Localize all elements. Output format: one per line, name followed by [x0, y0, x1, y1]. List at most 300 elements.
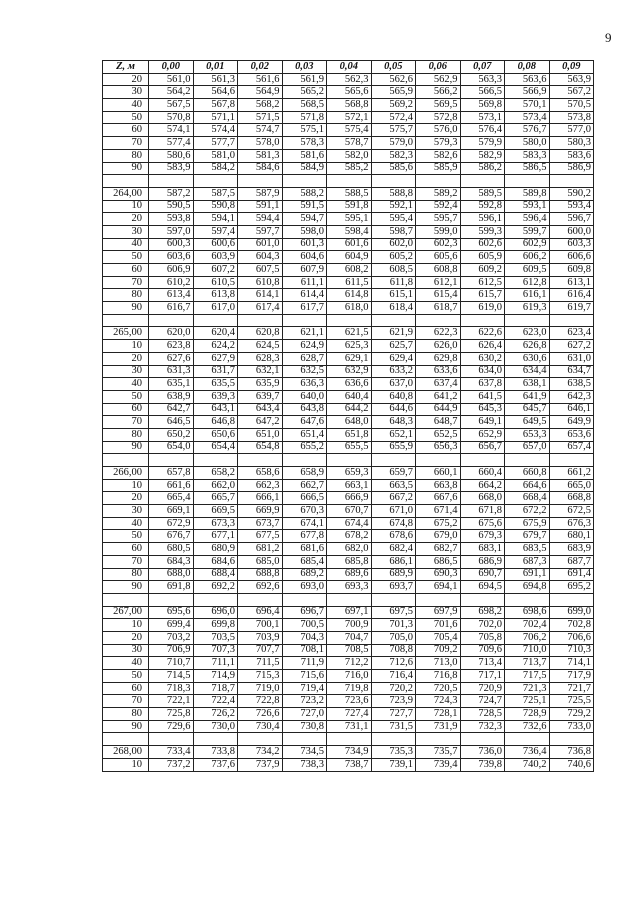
- value-cell: 570,1: [505, 99, 550, 112]
- value-cell: 596,4: [505, 213, 550, 226]
- value-cell: 609,8: [549, 264, 594, 277]
- value-cell: 645,7: [505, 403, 550, 416]
- empty-cell: [460, 175, 505, 188]
- z-value-cell: 90: [103, 720, 149, 733]
- value-cell: 720,2: [371, 682, 416, 695]
- value-cell: 674,4: [327, 517, 372, 530]
- value-cell: 658,6: [238, 467, 283, 480]
- table-row: [103, 695, 594, 708]
- value-cell: 610,5: [193, 276, 238, 289]
- value-cell: 694,8: [505, 581, 550, 594]
- value-cell: 657,0: [505, 441, 550, 454]
- value-cell: 568,5: [282, 99, 327, 112]
- value-cell: 616,4: [549, 289, 594, 302]
- value-cell: 731,1: [327, 720, 372, 733]
- value-cell: 672,2: [505, 505, 550, 518]
- value-cell: 566,5: [460, 86, 505, 99]
- value-cell: 739,8: [460, 758, 505, 771]
- table-row: [103, 441, 594, 454]
- table-header: [103, 61, 594, 74]
- value-cell: 597,7: [238, 225, 283, 238]
- value-cell: 590,2: [549, 187, 594, 200]
- value-cell: 728,5: [460, 708, 505, 721]
- value-cell: 706,6: [549, 631, 594, 644]
- value-cell: 602,0: [371, 238, 416, 251]
- value-cell: 675,9: [505, 517, 550, 530]
- value-cell: 597,0: [149, 225, 194, 238]
- value-cell: 688,0: [149, 568, 194, 581]
- empty-cell: [416, 175, 461, 188]
- value-cell: 570,5: [549, 99, 594, 112]
- value-cell: 606,6: [549, 251, 594, 264]
- value-cell: 619,0: [460, 302, 505, 315]
- value-cell: 740,6: [549, 758, 594, 771]
- empty-cell: [193, 454, 238, 467]
- value-cell: 633,6: [416, 365, 461, 378]
- value-cell: 626,0: [416, 340, 461, 353]
- value-cell: 682,7: [416, 543, 461, 556]
- z-value-cell: 20: [103, 352, 149, 365]
- value-cell: 593,8: [149, 213, 194, 226]
- value-cell: 638,1: [505, 378, 550, 391]
- empty-cell: [193, 593, 238, 606]
- table-row: [103, 251, 594, 264]
- value-cell: 639,7: [238, 390, 283, 403]
- value-cell: 611,1: [282, 276, 327, 289]
- table-row: [103, 352, 594, 365]
- empty-cell: [149, 454, 194, 467]
- value-cell: 711,5: [238, 657, 283, 670]
- value-cell: 572,8: [416, 111, 461, 124]
- value-cell: 717,9: [549, 670, 594, 683]
- value-cell: 562,9: [416, 73, 461, 86]
- z-value-cell: 30: [103, 86, 149, 99]
- value-cell: 705,8: [460, 631, 505, 644]
- value-cell: 713,0: [416, 657, 461, 670]
- value-cell: 667,6: [416, 492, 461, 505]
- value-cell: 623,0: [505, 327, 550, 340]
- value-cell: 703,5: [193, 631, 238, 644]
- value-cell: 694,5: [460, 581, 505, 594]
- value-cell: 704,3: [282, 631, 327, 644]
- table-row: [103, 708, 594, 721]
- value-cell: 626,4: [460, 340, 505, 353]
- value-cell: 583,9: [149, 162, 194, 175]
- value-cell: 595,4: [371, 213, 416, 226]
- value-cell: 613,8: [193, 289, 238, 302]
- value-cell: 726,6: [238, 708, 283, 721]
- value-cell: 567,8: [193, 99, 238, 112]
- value-cell: 681,6: [282, 543, 327, 556]
- value-cell: 574,7: [238, 124, 283, 137]
- value-cell: 672,9: [149, 517, 194, 530]
- table-row: [103, 225, 594, 238]
- value-cell: 669,9: [238, 505, 283, 518]
- value-cell: 611,8: [371, 276, 416, 289]
- value-cell: 712,2: [327, 657, 372, 670]
- z-value-cell: 40: [103, 517, 149, 530]
- empty-cell: [193, 733, 238, 746]
- z-value-cell: 10: [103, 340, 149, 353]
- value-cell: 669,5: [193, 505, 238, 518]
- value-cell: 738,7: [327, 758, 372, 771]
- value-cell: 574,4: [193, 124, 238, 137]
- value-cell: 685,8: [327, 555, 372, 568]
- empty-cell: [238, 314, 283, 327]
- value-cell: 638,9: [149, 390, 194, 403]
- header-row: [103, 61, 594, 74]
- value-cell: 623,8: [149, 340, 194, 353]
- table-row: [103, 162, 594, 175]
- value-cell: 617,7: [282, 302, 327, 315]
- value-cell: 717,5: [505, 670, 550, 683]
- z-value-cell: 90: [103, 162, 149, 175]
- value-cell: 584,2: [193, 162, 238, 175]
- value-cell: 620,0: [149, 327, 194, 340]
- value-cell: 731,5: [371, 720, 416, 733]
- value-cell: 696,7: [282, 606, 327, 619]
- value-cell: 589,5: [460, 187, 505, 200]
- value-cell: 634,0: [460, 365, 505, 378]
- value-cell: 593,4: [549, 200, 594, 213]
- value-cell: 738,3: [282, 758, 327, 771]
- value-cell: 651,4: [282, 428, 327, 441]
- value-cell: 582,3: [371, 149, 416, 162]
- value-cell: 688,8: [238, 568, 283, 581]
- value-cell: 707,7: [238, 644, 283, 657]
- z-value-cell: 20: [103, 73, 149, 86]
- value-cell: 736,8: [549, 746, 594, 759]
- value-cell: 656,7: [460, 441, 505, 454]
- value-cell: 725,8: [149, 708, 194, 721]
- z-value-cell: 30: [103, 505, 149, 518]
- value-cell: 739,4: [416, 758, 461, 771]
- value-cell: 569,2: [371, 99, 416, 112]
- value-cell: 628,7: [282, 352, 327, 365]
- value-cell: 594,4: [238, 213, 283, 226]
- z-value-cell: 20: [103, 213, 149, 226]
- value-cell: 610,8: [238, 276, 283, 289]
- value-cell: 625,3: [327, 340, 372, 353]
- z-value-cell: 50: [103, 390, 149, 403]
- z-value-cell: 70: [103, 555, 149, 568]
- value-cell: 632,9: [327, 365, 372, 378]
- table-row: [103, 720, 594, 733]
- group-separator-row: [103, 733, 594, 746]
- value-cell: 733,8: [193, 746, 238, 759]
- value-cell: 616,1: [505, 289, 550, 302]
- value-cell: 601,3: [282, 238, 327, 251]
- value-cell: 719,8: [327, 682, 372, 695]
- table-row: [103, 302, 594, 315]
- value-cell: 705,0: [371, 631, 416, 644]
- value-cell: 653,3: [505, 428, 550, 441]
- table-row: [103, 505, 594, 518]
- z-value-cell: 90: [103, 302, 149, 315]
- value-cell: 563,6: [505, 73, 550, 86]
- value-cell: 585,9: [416, 162, 461, 175]
- value-cell: 600,6: [193, 238, 238, 251]
- value-cell: 649,5: [505, 416, 550, 429]
- value-cell: 730,4: [238, 720, 283, 733]
- value-cell: 574,1: [149, 124, 194, 137]
- table-row: [103, 238, 594, 251]
- value-cell: 630,6: [505, 352, 550, 365]
- value-cell: 571,5: [238, 111, 283, 124]
- value-cell: 582,9: [460, 149, 505, 162]
- value-cell: 578,0: [238, 137, 283, 150]
- table-row: [103, 264, 594, 277]
- value-cell: 579,9: [460, 137, 505, 150]
- table-row: [103, 289, 594, 302]
- value-cell: 664,2: [460, 479, 505, 492]
- value-cell: 631,3: [149, 365, 194, 378]
- value-cell: 641,5: [460, 390, 505, 403]
- z-value-cell: 10: [103, 758, 149, 771]
- empty-cell: [327, 314, 372, 327]
- value-cell: 734,5: [282, 746, 327, 759]
- value-cell: 725,5: [549, 695, 594, 708]
- value-cell: 576,7: [505, 124, 550, 137]
- z-value-cell: 80: [103, 708, 149, 721]
- value-cell: 616,7: [149, 302, 194, 315]
- value-cell: 605,2: [371, 251, 416, 264]
- table-body: [103, 73, 594, 771]
- table-row: [103, 327, 594, 340]
- empty-cell: [103, 314, 149, 327]
- value-cell: 735,7: [416, 746, 461, 759]
- value-cell: 652,9: [460, 428, 505, 441]
- value-cell: 667,2: [371, 492, 416, 505]
- z-value-cell: 80: [103, 149, 149, 162]
- value-cell: 587,5: [193, 187, 238, 200]
- elevation-table: [102, 60, 594, 772]
- value-cell: 677,1: [193, 530, 238, 543]
- table-row: [103, 670, 594, 683]
- value-cell: 589,8: [505, 187, 550, 200]
- value-cell: 710,7: [149, 657, 194, 670]
- value-cell: 722,4: [193, 695, 238, 708]
- z-value-cell: 50: [103, 111, 149, 124]
- empty-cell: [149, 314, 194, 327]
- value-cell: 732,3: [460, 720, 505, 733]
- value-cell: 642,7: [149, 403, 194, 416]
- value-cell: 701,3: [371, 619, 416, 632]
- value-cell: 563,3: [460, 73, 505, 86]
- empty-cell: [460, 314, 505, 327]
- value-cell: 666,5: [282, 492, 327, 505]
- group-separator-row: [103, 175, 594, 188]
- z-value-cell: 40: [103, 99, 149, 112]
- empty-cell: [505, 454, 550, 467]
- table-row: [103, 543, 594, 556]
- value-cell: 729,6: [149, 720, 194, 733]
- value-cell: 594,1: [193, 213, 238, 226]
- table-row: [103, 149, 594, 162]
- z-value-cell: 40: [103, 238, 149, 251]
- value-cell: 711,1: [193, 657, 238, 670]
- value-cell: 734,9: [327, 746, 372, 759]
- value-cell: 671,8: [460, 505, 505, 518]
- value-cell: 656,3: [416, 441, 461, 454]
- value-cell: 653,6: [549, 428, 594, 441]
- value-cell: 592,4: [416, 200, 461, 213]
- value-cell: 572,4: [371, 111, 416, 124]
- value-cell: 620,4: [193, 327, 238, 340]
- value-cell: 652,5: [416, 428, 461, 441]
- value-cell: 739,1: [371, 758, 416, 771]
- value-cell: 564,9: [238, 86, 283, 99]
- value-cell: 688,4: [193, 568, 238, 581]
- value-cell: 578,3: [282, 137, 327, 150]
- value-cell: 668,0: [460, 492, 505, 505]
- z-value-cell: 60: [103, 124, 149, 137]
- value-cell: 736,4: [505, 746, 550, 759]
- table-row: [103, 378, 594, 391]
- value-cell: 591,1: [238, 200, 283, 213]
- value-cell: 621,9: [371, 327, 416, 340]
- empty-cell: [460, 593, 505, 606]
- z-value-cell: 70: [103, 695, 149, 708]
- value-cell: 706,9: [149, 644, 194, 657]
- value-cell: 591,8: [327, 200, 372, 213]
- value-cell: 588,8: [371, 187, 416, 200]
- empty-cell: [193, 175, 238, 188]
- value-cell: 618,4: [371, 302, 416, 315]
- z-value-cell: 90: [103, 441, 149, 454]
- value-cell: 707,3: [193, 644, 238, 657]
- value-cell: 614,8: [327, 289, 372, 302]
- value-cell: 598,0: [282, 225, 327, 238]
- value-cell: 628,3: [238, 352, 283, 365]
- value-cell: 661,2: [549, 467, 594, 480]
- value-cell: 610,2: [149, 276, 194, 289]
- z-value-cell: 20: [103, 631, 149, 644]
- value-cell: 592,1: [371, 200, 416, 213]
- table-row: [103, 644, 594, 657]
- value-cell: 639,3: [193, 390, 238, 403]
- value-cell: 603,3: [549, 238, 594, 251]
- empty-cell: [327, 733, 372, 746]
- empty-cell: [549, 733, 594, 746]
- empty-cell: [371, 175, 416, 188]
- value-cell: 633,2: [371, 365, 416, 378]
- value-cell: 717,1: [460, 670, 505, 683]
- value-cell: 663,8: [416, 479, 461, 492]
- value-cell: 712,6: [371, 657, 416, 670]
- value-cell: 624,9: [282, 340, 327, 353]
- value-cell: 696,0: [193, 606, 238, 619]
- value-cell: 654,8: [238, 441, 283, 454]
- z-value-cell: 50: [103, 530, 149, 543]
- empty-cell: [282, 593, 327, 606]
- value-cell: 722,8: [238, 695, 283, 708]
- value-cell: 631,0: [549, 352, 594, 365]
- value-cell: 691,8: [149, 581, 194, 594]
- column-header: 0,09: [549, 61, 594, 74]
- value-cell: 573,4: [505, 111, 550, 124]
- value-cell: 672,5: [549, 505, 594, 518]
- value-cell: 710,3: [549, 644, 594, 657]
- empty-cell: [371, 733, 416, 746]
- value-cell: 680,9: [193, 543, 238, 556]
- table-row: [103, 390, 594, 403]
- value-cell: 594,7: [282, 213, 327, 226]
- value-cell: 648,7: [416, 416, 461, 429]
- value-cell: 600,3: [149, 238, 194, 251]
- table-row: [103, 555, 594, 568]
- value-cell: 701,6: [416, 619, 461, 632]
- value-cell: 638,5: [549, 378, 594, 391]
- value-cell: 713,4: [460, 657, 505, 670]
- z-value-cell: 265,00: [103, 327, 149, 340]
- table-row: [103, 99, 594, 112]
- z-value-cell: 50: [103, 251, 149, 264]
- value-cell: 593,1: [505, 200, 550, 213]
- value-cell: 708,1: [282, 644, 327, 657]
- value-cell: 629,4: [371, 352, 416, 365]
- value-cell: 686,1: [371, 555, 416, 568]
- value-cell: 700,1: [238, 619, 283, 632]
- empty-cell: [103, 175, 149, 188]
- value-cell: 711,9: [282, 657, 327, 670]
- empty-cell: [282, 454, 327, 467]
- value-cell: 564,2: [149, 86, 194, 99]
- table-row: [103, 492, 594, 505]
- value-cell: 569,8: [460, 99, 505, 112]
- value-cell: 699,8: [193, 619, 238, 632]
- value-cell: 689,6: [327, 568, 372, 581]
- value-cell: 737,2: [149, 758, 194, 771]
- value-cell: 682,4: [371, 543, 416, 556]
- value-cell: 716,4: [371, 670, 416, 683]
- value-cell: 575,7: [371, 124, 416, 137]
- value-cell: 598,7: [371, 225, 416, 238]
- value-cell: 569,5: [416, 99, 461, 112]
- value-cell: 561,0: [149, 73, 194, 86]
- value-cell: 670,7: [327, 505, 372, 518]
- value-cell: 587,2: [149, 187, 194, 200]
- empty-cell: [549, 454, 594, 467]
- z-value-cell: 10: [103, 479, 149, 492]
- value-cell: 677,8: [282, 530, 327, 543]
- empty-cell: [149, 593, 194, 606]
- value-cell: 565,2: [282, 86, 327, 99]
- value-cell: 584,6: [238, 162, 283, 175]
- value-cell: 708,8: [371, 644, 416, 657]
- value-cell: 614,4: [282, 289, 327, 302]
- value-cell: 725,1: [505, 695, 550, 708]
- value-cell: 636,6: [327, 378, 372, 391]
- value-cell: 662,3: [238, 479, 283, 492]
- table-row: [103, 479, 594, 492]
- value-cell: 562,6: [371, 73, 416, 86]
- empty-cell: [505, 314, 550, 327]
- empty-cell: [327, 593, 372, 606]
- value-cell: 690,3: [416, 568, 461, 581]
- value-cell: 649,1: [460, 416, 505, 429]
- value-cell: 713,7: [505, 657, 550, 670]
- value-cell: 571,1: [193, 111, 238, 124]
- value-cell: 674,1: [282, 517, 327, 530]
- value-cell: 692,2: [193, 581, 238, 594]
- table-row: [103, 606, 594, 619]
- value-cell: 719,0: [238, 682, 283, 695]
- z-value-cell: 40: [103, 657, 149, 670]
- empty-cell: [371, 314, 416, 327]
- value-cell: 622,6: [460, 327, 505, 340]
- value-cell: 630,2: [460, 352, 505, 365]
